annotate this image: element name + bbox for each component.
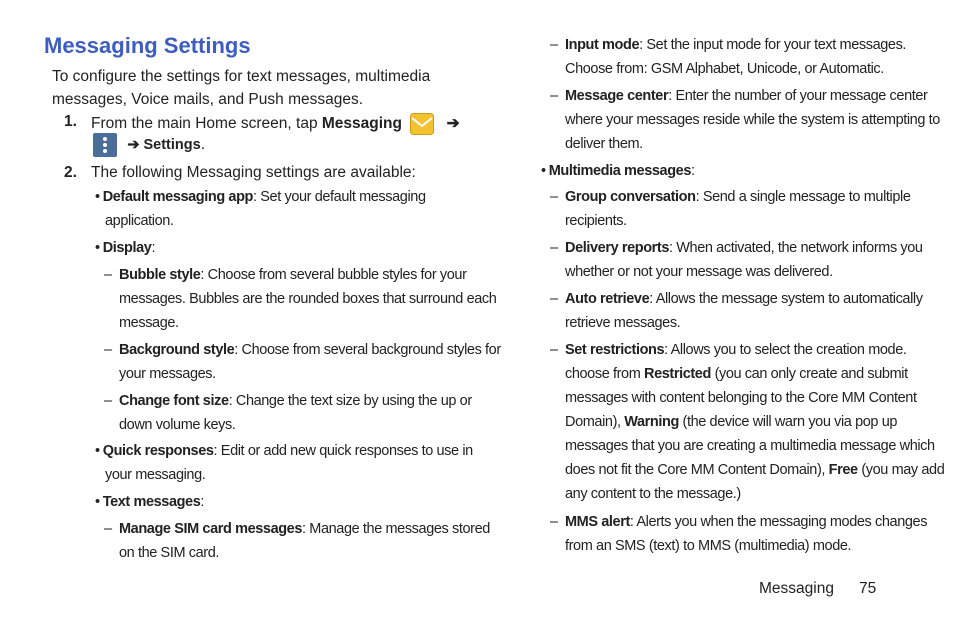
page-title: Messaging Settings (44, 33, 251, 58)
dash: – (550, 240, 558, 256)
step-1-messaging: Messaging (321, 115, 402, 133)
delivery-reports-item: – Delivery reports: When activated, the network informs you whether or not your message was delivered. (565, 236, 923, 284)
font-size-item: – Change font size: Change the text size by using the up or down volume keys. (119, 389, 472, 437)
bullet: • (95, 240, 100, 256)
dash: – (104, 393, 112, 409)
dash: – (550, 88, 558, 104)
settings-label: ➔ Settings (127, 137, 201, 154)
step-1-text (91, 113, 460, 135)
bullet: • (541, 163, 546, 179)
text-messages-item: • Text messages: (95, 494, 205, 510)
background-style-item: – Background style: Choose from several background styles for your messages. (119, 338, 501, 386)
footer-section: Messaging (759, 580, 834, 597)
menu-icon (93, 133, 117, 157)
step-1-line2 (93, 133, 205, 157)
dash: – (104, 521, 112, 537)
input-mode-item: – Input mode: Set the input mode for your text messages. Choose from: GSM Alphabet, Unicode, or Automatic. (565, 33, 906, 81)
default-app-item: • Default messaging app: Set your default messaging application. (95, 189, 426, 229)
step-1-number: 1. (64, 113, 77, 130)
messaging-icon (410, 113, 434, 135)
dash: – (550, 189, 558, 205)
group-conversation-item: – Group conversation: Send a single message to multiple recipients. (565, 185, 910, 233)
step-2-number: 2. (64, 164, 77, 181)
set-restrictions-item: – Set restrictions: Allows you to select the creation mode. choose from Restricted (you can only create and submit messages with content belonging to the Core MM Content Domain), Warning (the device will warn you via pop up messages that you are creating a multimedia message which does not fit the Core MM Content Domain), Free (you may add any content to the message.) (565, 338, 944, 506)
bullet: • (95, 494, 100, 510)
auto-retrieve-item: – Auto retrieve: Allows the message system to automatically retrieve messages. (565, 287, 923, 335)
intro-paragraph: To configure the settings for text messages, multimedia messages, Voice mails, and Push messages. (52, 68, 431, 108)
mms-alert-item: – MMS alert: Alerts you when the messaging modes changes from an SMS (text) to MMS (multimedia) mode. (565, 510, 927, 558)
dash: – (104, 267, 112, 283)
sim-card-item: – Manage SIM card messages: Manage the messages stored on the SIM card. (119, 517, 490, 565)
multimedia-messages-item: • Multimedia messages: (541, 163, 695, 179)
message-center-item: – Message center: Enter the number of your message center where your messages reside while the system is attempting to deliver them. (565, 84, 940, 156)
bullet: • (95, 189, 100, 205)
step-1-label: From the main Home screen, tap (91, 115, 322, 133)
bullet: • (95, 443, 100, 459)
step-2-text: The following Messaging settings are available: (91, 164, 416, 181)
display-item: • Display: (95, 240, 156, 256)
dash: – (550, 342, 558, 358)
page-number: 75 (859, 580, 877, 597)
dash: – (550, 514, 558, 530)
period: . (200, 136, 206, 154)
dash: – (550, 291, 558, 307)
bubble-style-item: – Bubble style: Choose from several bubble styles for your messages. Bubbles are the rounded boxes that surround each message. (119, 263, 496, 335)
dash: – (104, 342, 112, 358)
dash: – (550, 37, 558, 53)
quick-responses-item: • Quick responses: Edit or add new quick responses to use in your messaging. (95, 443, 473, 483)
arrow-icon: ➔ (446, 115, 460, 133)
